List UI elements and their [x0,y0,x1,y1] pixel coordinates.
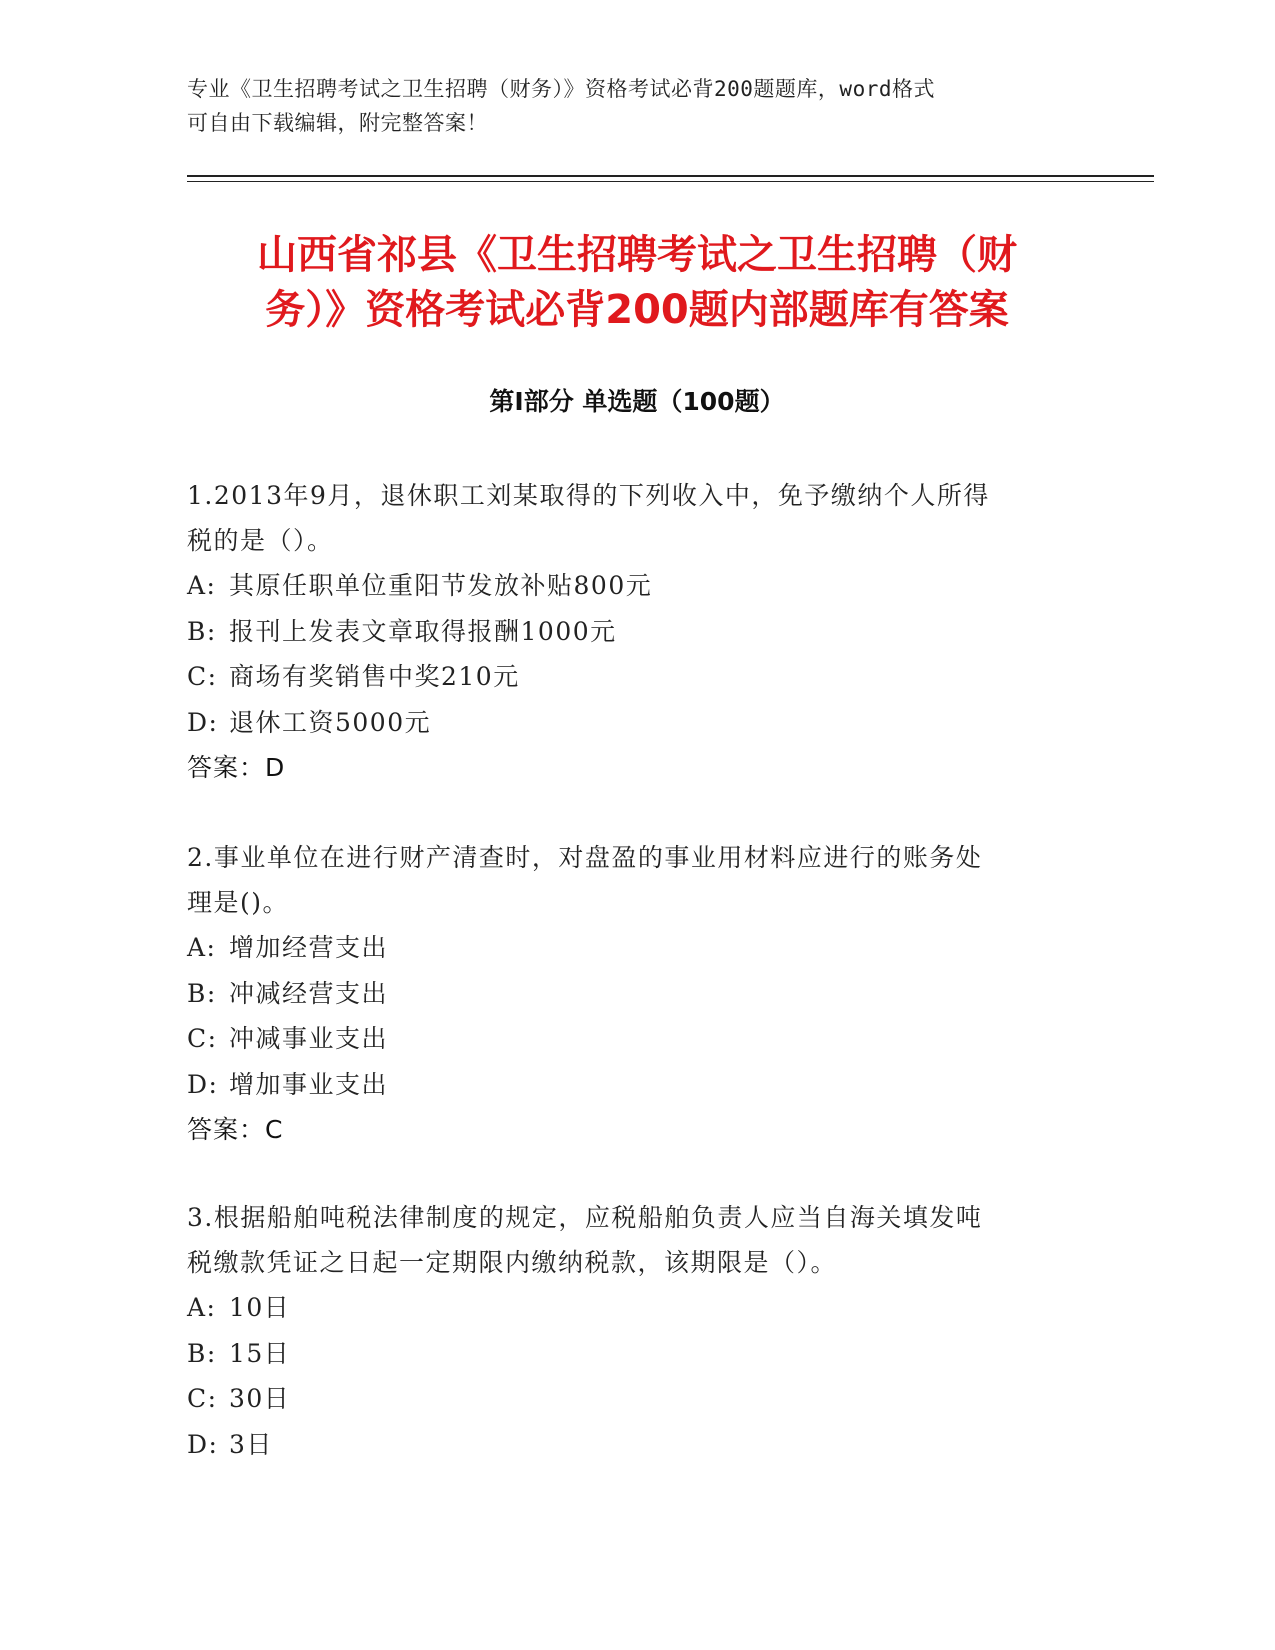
option-b [187,1331,1067,1377]
option-key: A: [187,571,217,600]
option-d [187,1422,1067,1468]
answer-label: 答案：C [187,1115,284,1144]
option-text: 30日 [229,1384,291,1413]
option-text: 增加事业支出 [229,1069,389,1099]
option-key: A: [187,1293,217,1322]
option-key: D: [187,707,219,737]
option-key: D: [187,1069,219,1099]
option-c [187,1016,1067,1062]
question-stem [187,835,1067,925]
document-title [187,228,1087,338]
option-text: 报刊上发表文章取得报酬1000元 [229,616,617,646]
question-stem-line: 理是()。 [187,888,290,917]
question-stem [187,473,1067,563]
option-text: 3日 [229,1429,273,1459]
question-stem-line: 税的是（）。 [187,526,334,555]
option-a [187,1285,1067,1331]
question-stem-line: 1.2013年9月，退休职工刘某取得的下列收入中，免予缴纳个人所得 [187,481,990,510]
option-key: C: [187,1384,218,1413]
question-stem-line: 3.根据船舶吨税法律制度的规定，应税船舶负责人应当自海关填发吨 [187,1203,983,1232]
option-text: 增加经营支出 [229,933,389,962]
option-b [187,971,1067,1017]
header-note-line: 可自由下载编辑，附完整答案！ [187,111,488,135]
header-note-line: 专业《卫生招聘考试之卫生招聘（财务）》资格考试必背200题题库，word格式 [187,77,935,101]
option-text: 10日 [229,1293,291,1322]
answer-label: 答案：D [187,753,286,782]
option-key: B: [187,1338,217,1368]
option-text: 冲减经营支出 [229,978,389,1008]
option-a [187,925,1067,971]
option-text: 其原任职单位重阳节发放补贴800元 [229,571,653,600]
question-stem-line: 税缴款凭证之日起一定期限内缴纳税款，该期限是（）。 [187,1248,838,1277]
option-key: B: [187,616,217,646]
option-text: 冲减事业支出 [229,1024,389,1053]
option-key: B: [187,978,217,1008]
document-title-line: 山西省祁县《卫生招聘考试之卫生招聘（财 [257,232,1017,278]
question-1 [187,473,1067,790]
header-note [187,72,1067,140]
option-text: 退休工资5000元 [229,707,432,737]
option-d [187,700,1067,746]
option-text: 15日 [229,1338,291,1368]
header-divider-thin [187,181,1154,182]
option-key: A: [187,933,217,962]
header-divider [187,175,1154,177]
option-b [187,609,1067,655]
option-key: C: [187,1024,218,1053]
section-heading: 第Ⅰ部分 单选题（100题） [489,387,785,416]
question-stem-line: 2.事业单位在进行财产清查时，对盘盈的事业用材料应进行的账务处 [187,843,983,872]
option-d [187,1062,1067,1108]
option-key: C: [187,662,218,691]
question-2 [187,835,1067,1152]
option-a [187,563,1067,609]
question-stem [187,1195,1067,1285]
option-key: D: [187,1429,219,1459]
option-c [187,1376,1067,1422]
option-text: 商场有奖销售中奖210元 [229,662,520,691]
question-3 [187,1195,1067,1467]
option-c [187,654,1067,700]
document-title-line: 务）》资格考试必背200题内部题库有答案 [265,287,1009,333]
